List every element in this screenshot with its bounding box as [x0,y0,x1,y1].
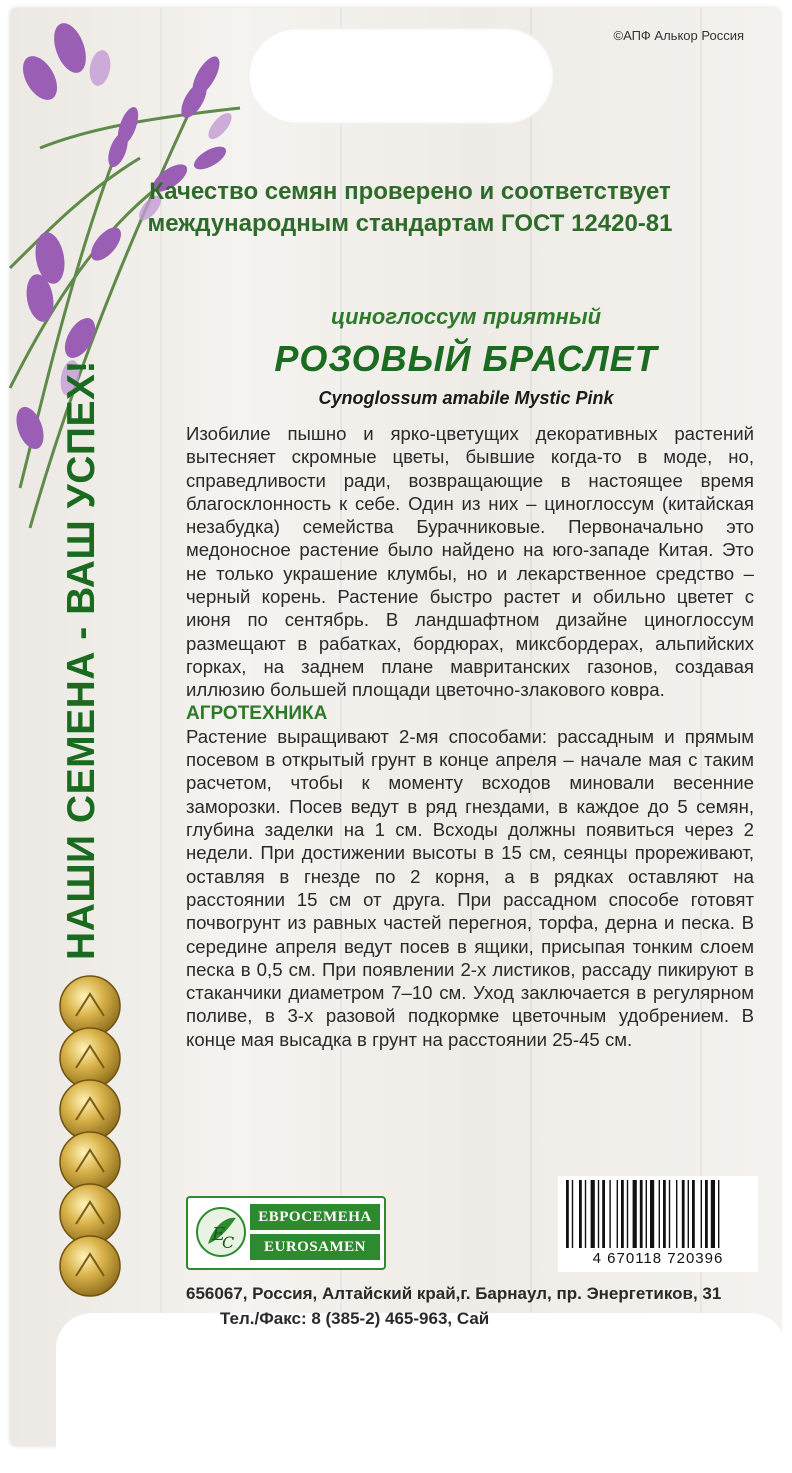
barcode-bars [558,1176,758,1250]
logo-text-ru: ЕВРОСЕМЕНА [250,1204,380,1230]
barcode-bar [705,1180,708,1248]
barcode-bar [692,1180,695,1248]
bottom-die-cut [56,1313,786,1473]
barcode-bar [663,1180,666,1248]
seed-packet-back [10,8,780,1446]
gold-medals [50,976,130,1296]
barcode-bar [585,1180,586,1248]
barcode-bar [669,1180,670,1248]
barcode-bar [609,1180,610,1248]
barcode-bar [602,1180,605,1248]
quality-line-2: международным стандартам ГОСТ 12420-81 [147,210,673,237]
agro-text: Растение выращивают 2-мя способами: рассадным и прямым посевом в открытый грунт в конце апреля – начале мая с таким расчетом, чтобы к моменту всходов миновали весенние заморозки. Посев ведут в ряд гнездами, в каждое до 5 семян, глубина заделки на 1 см. Всходы должны появиться через 2 недели. При достижении высоты в 15 см, сеянцы прореживают, оставляя в гнезде по 2 корня, а в рядках оставляют на расстоянии 15 см от друга. При рассадном способе готовят почвогрунт из равных частей перегноя, торфа, дерна и песка. В середине апреля ведут посев в ящики, присыпая тонким слоем песка в 0,5 см. При появлении 2-х листиков, рассаду пикируют в стаканчики диаметром 7–10 см. Уход заключается в регулярном поливе, в 3-х разовой подкормке цветочным удобрением. В конце мая высадка в грунт на расстоянии 25-45 см. [186,725,754,1050]
hang-hole [248,28,554,124]
barcode-bar [572,1180,573,1248]
barcode-bar [566,1180,569,1248]
address-text: 656067, Россия, Алтайский край,г. Барнаул, пр. Энергетиков, 31 [186,1284,722,1303]
barcode-bar [621,1180,624,1248]
description-block [186,422,754,1051]
svg-text:E: E [212,1224,226,1245]
barcode-bar [640,1180,643,1248]
barcode-bar [579,1180,582,1248]
barcode-bar [682,1180,685,1248]
barcode-bar [718,1180,719,1248]
description-text: Изобилие пышно и ярко-цветущих декоративных растений вытесняет скромные цветы, бывшие когда-то в моде, но, справедливости ради, возвращающие в настоящее время благосклонность к себе. Один из них – циноглоссум (китайская незабудка) семейства Бурачниковые. Первоначально это медоносное растение было найдено на юго-западе Китая. Это не только украшение клумбы, но и лекарственное средство – черный корень. Растение быстро растет и обильно цветет с июня по сентябрь. В ландшафтном дизайне циноглоссум размещают в рабатках, бордюрах, миксбордерах, альпийских горках, на заднем плане мавританских газонов, создавая иллюзию большей площади цветочно-злакового ковра. [186,423,754,701]
eurosemena-logo [186,1196,386,1270]
barcode-bar [711,1180,715,1248]
latin-name: Cynoglossum amabile Mystic Pink [318,388,614,408]
logo-emblem-icon [194,1204,248,1260]
barcode-bar [650,1180,654,1248]
species-name: циноглоссум приятный [330,304,602,329]
svg-text:C: C [222,1233,235,1252]
phone-text-partial [220,1304,530,1316]
barcode-bar [633,1180,637,1248]
quality-statement [90,176,730,240]
logo-text-en: EUROSAMEN [250,1234,380,1260]
slogan-vertical: НАШИ СЕМЕНА - ВАШ УСПЕХ! [60,360,103,960]
quality-line-1: Качество семян проверено и соответствует [149,178,671,205]
barcode-bar [688,1180,689,1248]
barcode-bar [617,1180,618,1248]
barcode-bar [591,1180,595,1248]
copyright-text: ©АПФ Алькор Россия [613,28,744,43]
variety-name: РОЗОВЫЙ БРАСЛЕТ [274,338,658,379]
barcode [558,1176,758,1272]
barcode-bar [659,1180,660,1248]
barcode-bar [646,1180,647,1248]
barcode-number: 4 670118 720396 [592,1250,724,1267]
barcode-bar [598,1180,599,1248]
barcode-bar [701,1180,702,1248]
barcode-bar [627,1180,628,1248]
agro-heading: АГРОТЕХНИКА [186,702,328,724]
barcode-bar [676,1180,677,1248]
